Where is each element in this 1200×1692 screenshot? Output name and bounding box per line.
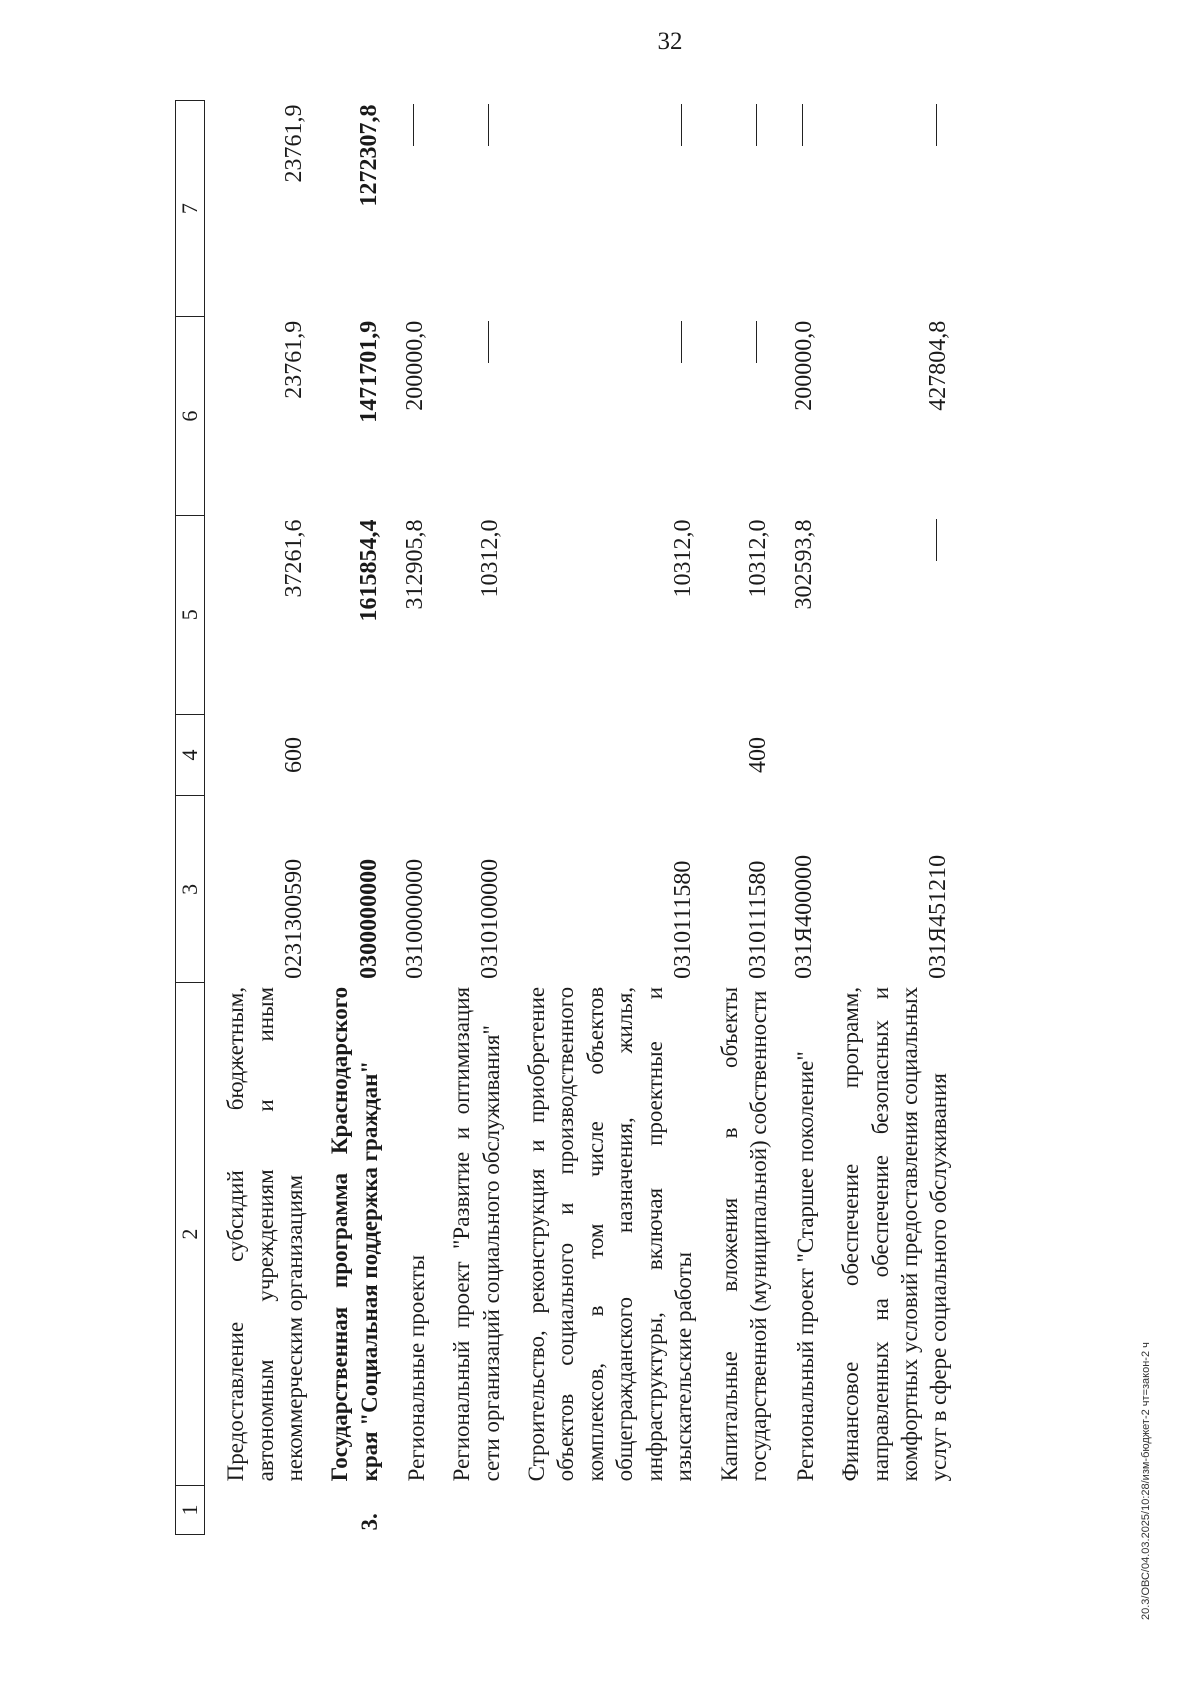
row-number [384, 1485, 431, 1534]
table-row [431, 101, 506, 1535]
row-value-col6 [506, 317, 699, 516]
row-value-col7 [431, 101, 506, 317]
row-value-col5: 312905,8 [402, 519, 429, 610]
row-number [820, 1485, 954, 1534]
header-cell: 2 [176, 983, 205, 1486]
header-cell: 7 [176, 101, 205, 317]
empty-value-dash [413, 105, 414, 147]
row-value-col7 [384, 101, 431, 317]
table-row [506, 101, 699, 1535]
header-cell: 4 [176, 714, 205, 796]
row-value-col5: 10312,0 [744, 519, 771, 598]
row-code: 031Я451210 [925, 854, 952, 979]
row-code: 0231300590 [280, 858, 307, 979]
empty-value-dash [488, 321, 489, 363]
row-expense-type [384, 714, 431, 796]
row-number: 3. [356, 1513, 382, 1531]
row-value-col7 [773, 101, 820, 317]
row-number [205, 1485, 310, 1534]
row-value-col7 [820, 101, 954, 317]
row-number [699, 1485, 774, 1534]
table-row [820, 101, 954, 1535]
row-value-col5: 1615854,4 [355, 519, 382, 622]
row-name: Региональный проект "Развитие и оптимизация сети организаций социального обслуживания" [449, 986, 504, 1482]
empty-value-dash [756, 105, 757, 147]
header-cell: 6 [176, 317, 205, 516]
row-code: 031Я400000 [791, 854, 818, 979]
row-name: Государственная программа Краснодарского края "Социальная поддержка граждан" [327, 986, 382, 1482]
row-value-col6: 1471701,9 [355, 320, 382, 423]
row-expense-type [773, 714, 820, 796]
table-header-row [176, 101, 205, 1535]
row-name: Предоставление субсидий бюджетным, автономным учреждениям и иным некоммерческим организациям [223, 986, 308, 1482]
table-row [205, 101, 310, 1535]
row-name: Капитальные вложения в объекты государственной (муниципальной) собственности [716, 986, 771, 1482]
row-value-col6: 200000,0 [402, 320, 429, 411]
row-name: Строительство, реконструкция и приобретение объектов социального и производственного комплексов, в том числе объектов общегражданского назначения, жилья, инфраструктуры, включая проектные и изыскательские работы [523, 986, 697, 1482]
row-expense-type [309, 714, 384, 796]
empty-value-dash [488, 105, 489, 147]
page-number: 32 [657, 28, 683, 55]
row-value-col7: 1272307,8 [355, 104, 382, 207]
row-value-col6 [699, 317, 774, 516]
row-name: Региональные проекты [403, 1254, 429, 1482]
row-value-col6: 427804,8 [925, 320, 952, 411]
header-cell: 5 [176, 515, 205, 714]
empty-value-dash [936, 519, 937, 561]
empty-value-dash [681, 321, 682, 363]
row-value-col5: 302593,8 [791, 519, 818, 610]
row-number [431, 1485, 506, 1534]
row-name: Региональный проект "Старшее поколение" [792, 1051, 818, 1482]
row-value-col7 [506, 101, 699, 317]
row-number [506, 1485, 699, 1534]
row-expense-type: 600 [280, 737, 307, 774]
row-number [773, 1485, 820, 1534]
budget-table [175, 100, 954, 1535]
table-row [309, 101, 384, 1535]
document-footer-code: 20.3/ОВС/04.03.2025/10:28/изм-бюджет-2 чт=закон-2 ч [1140, 1342, 1152, 1620]
empty-value-dash [756, 321, 757, 363]
empty-value-dash [681, 105, 682, 147]
header-cell: 3 [176, 796, 205, 983]
header-cell: 1 [176, 1485, 205, 1534]
row-code: 0310111580 [669, 860, 696, 979]
row-value-col7: 23761,9 [280, 104, 307, 183]
row-expense-type [506, 714, 699, 796]
table-row [384, 101, 431, 1535]
row-value-col5 [820, 515, 954, 714]
row-expense-type: 400 [744, 737, 771, 774]
row-expense-type [820, 714, 954, 796]
row-code: 0310000000 [402, 858, 429, 979]
row-value-col5: 37261,6 [280, 519, 307, 598]
rotated-table-container [175, 100, 1055, 1535]
empty-value-dash [802, 105, 803, 147]
row-value-col6: 200000,0 [791, 320, 818, 411]
row-value-col5: 10312,0 [669, 519, 696, 598]
row-code: 0310111580 [744, 860, 771, 979]
row-value-col5: 10312,0 [477, 519, 504, 598]
table-row [699, 101, 774, 1535]
row-value-col6 [431, 317, 506, 516]
table-row [773, 101, 820, 1535]
row-name: Финансовое обеспечение программ, направленных на обеспечение безопасных и комфортных условий предоставления социальных услуг в сфере социального обслуживания [838, 986, 952, 1482]
row-expense-type [431, 714, 506, 796]
row-code: 0300000000 [355, 858, 382, 979]
empty-value-dash [936, 105, 937, 147]
row-code: 0310100000 [477, 858, 504, 979]
row-value-col7 [699, 101, 774, 317]
row-value-col6: 23761,9 [280, 320, 307, 399]
